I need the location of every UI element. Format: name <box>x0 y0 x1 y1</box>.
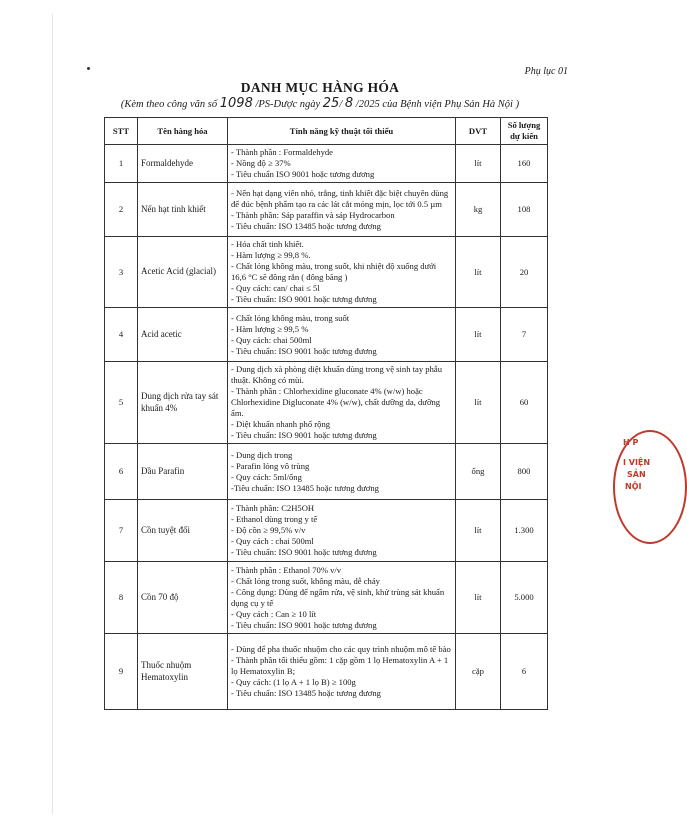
cell-stt: 1 <box>105 145 138 183</box>
cell-unit: lít <box>456 145 501 183</box>
cell-unit: lít <box>456 237 501 308</box>
cell-quantity: 60 <box>501 362 548 444</box>
cell-name: Nến hạt tinh khiết <box>138 183 228 237</box>
cell-name: Cồn tuyệt đối <box>138 500 228 562</box>
appendix-label: Phụ lục 01 <box>524 66 568 77</box>
spec-line: - Nồng độ ≥ 37% <box>231 158 291 168</box>
spec-line: - Tiêu chuẩn: ISO 9001 hoặc tương đương <box>231 547 377 557</box>
cell-spec <box>228 145 456 183</box>
stamp-text: NỘI <box>625 482 642 491</box>
cell-quantity: 800 <box>501 444 548 500</box>
cell-unit: lít <box>456 562 501 634</box>
table-row <box>105 500 548 562</box>
spec-line: - Tiêu chuẩn: ISO 9001 hoặc tương đương <box>231 345 377 356</box>
cell-quantity: 7 <box>501 308 548 362</box>
stamp-text: SẢN <box>627 470 646 479</box>
cell-quantity: 160 <box>501 145 548 183</box>
table-row <box>105 145 548 183</box>
cell-stt: 3 <box>105 237 138 308</box>
spec-line: - Hàm lượng ≥ 99,8 %. <box>231 250 311 260</box>
cell-stt: 5 <box>105 362 138 444</box>
spec-line: - Nến hạt dạng viên nhỏ, trắng, tinh khiết đặc biệt chuyên dùng để đúc bệnh phẩm tạo ra các lát cắt mỏng mịn, lọc tới 0.5 µm <box>231 187 449 209</box>
spec-line: - Công dụng: Dùng để ngâm rửa, vệ sinh, khử trùng sát khuẩn dụng cụ y tế <box>231 586 445 608</box>
hospital-stamp <box>613 430 687 544</box>
cell-spec <box>228 500 456 562</box>
spec-line: - Diệt khuẩn nhanh phổ rộng <box>231 419 331 429</box>
spec-line: - Chất lỏng không màu, trong suốt <box>231 312 350 323</box>
spec-line: -Tiêu chuẩn: ISO 13485 hoặc tương đương <box>231 482 379 493</box>
cell-name: Dầu Parafin <box>138 444 228 500</box>
spec-line: - Chất lỏng trong suốt, không màu, dễ cháy <box>231 575 380 586</box>
table-row <box>105 444 548 500</box>
cell-spec <box>228 362 456 444</box>
scan-speck <box>87 67 90 70</box>
cell-unit: lít <box>456 308 501 362</box>
cell-name: Formaldehyde <box>138 145 228 183</box>
cell-unit: lít <box>456 500 501 562</box>
spec-line: - Quy cách : Can ≥ 10 lít <box>231 608 317 619</box>
spec-line: - Chất lỏng không màu, trong suốt, khi nhiệt độ xuống dưới 16,6 °C sẽ đông rắn ( đông băng ) <box>231 261 437 282</box>
cell-spec <box>228 634 456 710</box>
subtitle-text-3: / <box>339 99 345 110</box>
subtitle-text-1: (Kèm theo công văn số <box>120 99 220 110</box>
header-unit: DVT <box>456 118 501 145</box>
subtitle-text-4: /2025 của Bệnh viện Phụ Sản Hà Nội ) <box>353 99 520 110</box>
cell-spec <box>228 562 456 634</box>
table-row <box>105 362 548 444</box>
spec-line: - Dùng để pha thuốc nhuộm cho các quy trình nhuộm mô tế bào <box>231 644 451 654</box>
cell-quantity: 108 <box>501 183 548 237</box>
cell-unit: lít <box>456 362 501 444</box>
header-stt: STT <box>105 118 138 145</box>
cell-stt: 2 <box>105 183 138 237</box>
spec-line: - Tiêu chuẩn: ISO 9001 hoặc tương đương <box>231 619 377 630</box>
spec-line: - Tiêu chuẩn: ISO 9001 hoặc tương đương <box>231 430 377 440</box>
cell-stt: 8 <box>105 562 138 634</box>
cell-stt: 7 <box>105 500 138 562</box>
cell-unit: ống <box>456 444 501 500</box>
spec-line: - Quy cách: 5ml/ống <box>231 471 302 482</box>
spec-line: - Quy cách : chai 500ml <box>231 536 314 546</box>
cell-name: Cồn 70 độ <box>138 562 228 634</box>
spec-line: - Độ cồn ≥ 99,5% v/v <box>231 525 306 535</box>
handwritten-month: 8 <box>344 96 354 111</box>
spec-line: - Quy cách: (1 lọ A + 1 lọ B) ≥ 100g <box>231 677 356 687</box>
cell-spec <box>228 183 456 237</box>
cell-unit: cặp <box>456 634 501 710</box>
cell-quantity: 6 <box>501 634 548 710</box>
spec-line: - Thành phần : Formaldehyde <box>231 147 333 157</box>
stamp-text: I VIỆN <box>623 458 651 467</box>
cell-spec <box>228 308 456 362</box>
cell-name: Dung dịch rửa tay sát khuẩn 4% <box>138 362 228 444</box>
spec-line: - Dung dịch xà phòng diệt khuẩn dùng trong vệ sinh tay phẫu thuật. Không có mùi. <box>231 364 442 385</box>
table-row <box>105 237 548 308</box>
header-name: Tên hàng hóa <box>138 118 228 145</box>
cell-quantity: 5.000 <box>501 562 548 634</box>
header-spec: Tính năng kỹ thuật tối thiểu <box>228 118 456 145</box>
spec-line: - Ethanol dùng trong y tế <box>231 514 318 524</box>
spec-line: - Thành phần: Sáp paraffin và sáp Hydrocarbon <box>231 209 395 220</box>
spec-line: - Hàm lượng ≥ 99,5 % <box>231 323 309 334</box>
cell-spec <box>228 444 456 500</box>
cell-quantity: 20 <box>501 237 548 308</box>
spec-line: - Tiêu chuẩn: ISO 13485 hoặc tương đương <box>231 220 381 231</box>
cell-name: Thuốc nhuộm Hematoxylin <box>138 634 228 710</box>
subtitle-text-2: /PS-Dược ngày <box>252 99 323 110</box>
spec-line: - Dung dịch trong <box>231 449 293 460</box>
cell-stt: 9 <box>105 634 138 710</box>
spec-line: - Thành phần : Chlorhexidine gluconate 4% (w/w) hoặc Chlorhexidine Digluconate 4% (w/w), chất dưỡng da, dưỡng ẩm. <box>231 386 441 418</box>
header-quantity: Số lượng dự kiến <box>501 118 548 145</box>
spec-line: - Quy cách: chai 500ml <box>231 334 312 345</box>
cell-unit: kg <box>456 183 501 237</box>
table-header-row <box>105 118 548 145</box>
table-row <box>105 634 548 710</box>
spec-line: - Hóa chất tinh khiết. <box>231 239 304 249</box>
table-row <box>105 183 548 237</box>
cell-name: Acetic Acid (glacial) <box>138 237 228 308</box>
spec-line: - Thành phần tối thiểu gồm: 1 cặp gồm 1 lọ Hematoxylin A + 1 lọ Hematoxylin B; <box>231 655 449 676</box>
goods-table <box>104 117 548 710</box>
spec-line: - Thành phần : Ethanol 70% v/v <box>231 564 342 575</box>
spec-line: - Tiêu chuẩn: ISO 13485 hoặc tương đương <box>231 688 381 698</box>
document-subtitle <box>0 96 640 111</box>
document-title: DANH MỤC HÀNG HÓA <box>240 80 400 95</box>
handwritten-doc-number: 1098 <box>219 96 253 111</box>
cell-spec <box>228 237 456 308</box>
cell-quantity: 1.300 <box>501 500 548 562</box>
spec-line: - Parafin lỏng vô trùng <box>231 460 310 471</box>
spec-line: - Tiêu chuẩn ISO 9001 hoặc tương đương <box>231 169 375 179</box>
stamp-text: H P <box>623 438 639 447</box>
cell-stt: 4 <box>105 308 138 362</box>
spec-line: - Thành phần: C2H5OH <box>231 503 315 513</box>
spec-line: - Tiêu chuẩn: ISO 9001 hoặc tương đương <box>231 294 377 304</box>
spec-line: - Quy cách: can/ chai ≤ 5l <box>231 283 320 293</box>
handwritten-day: 25 <box>322 96 340 111</box>
cell-stt: 6 <box>105 444 138 500</box>
scan-edge <box>52 14 53 814</box>
cell-name: Acid acetic <box>138 308 228 362</box>
table-row <box>105 562 548 634</box>
table-row <box>105 308 548 362</box>
